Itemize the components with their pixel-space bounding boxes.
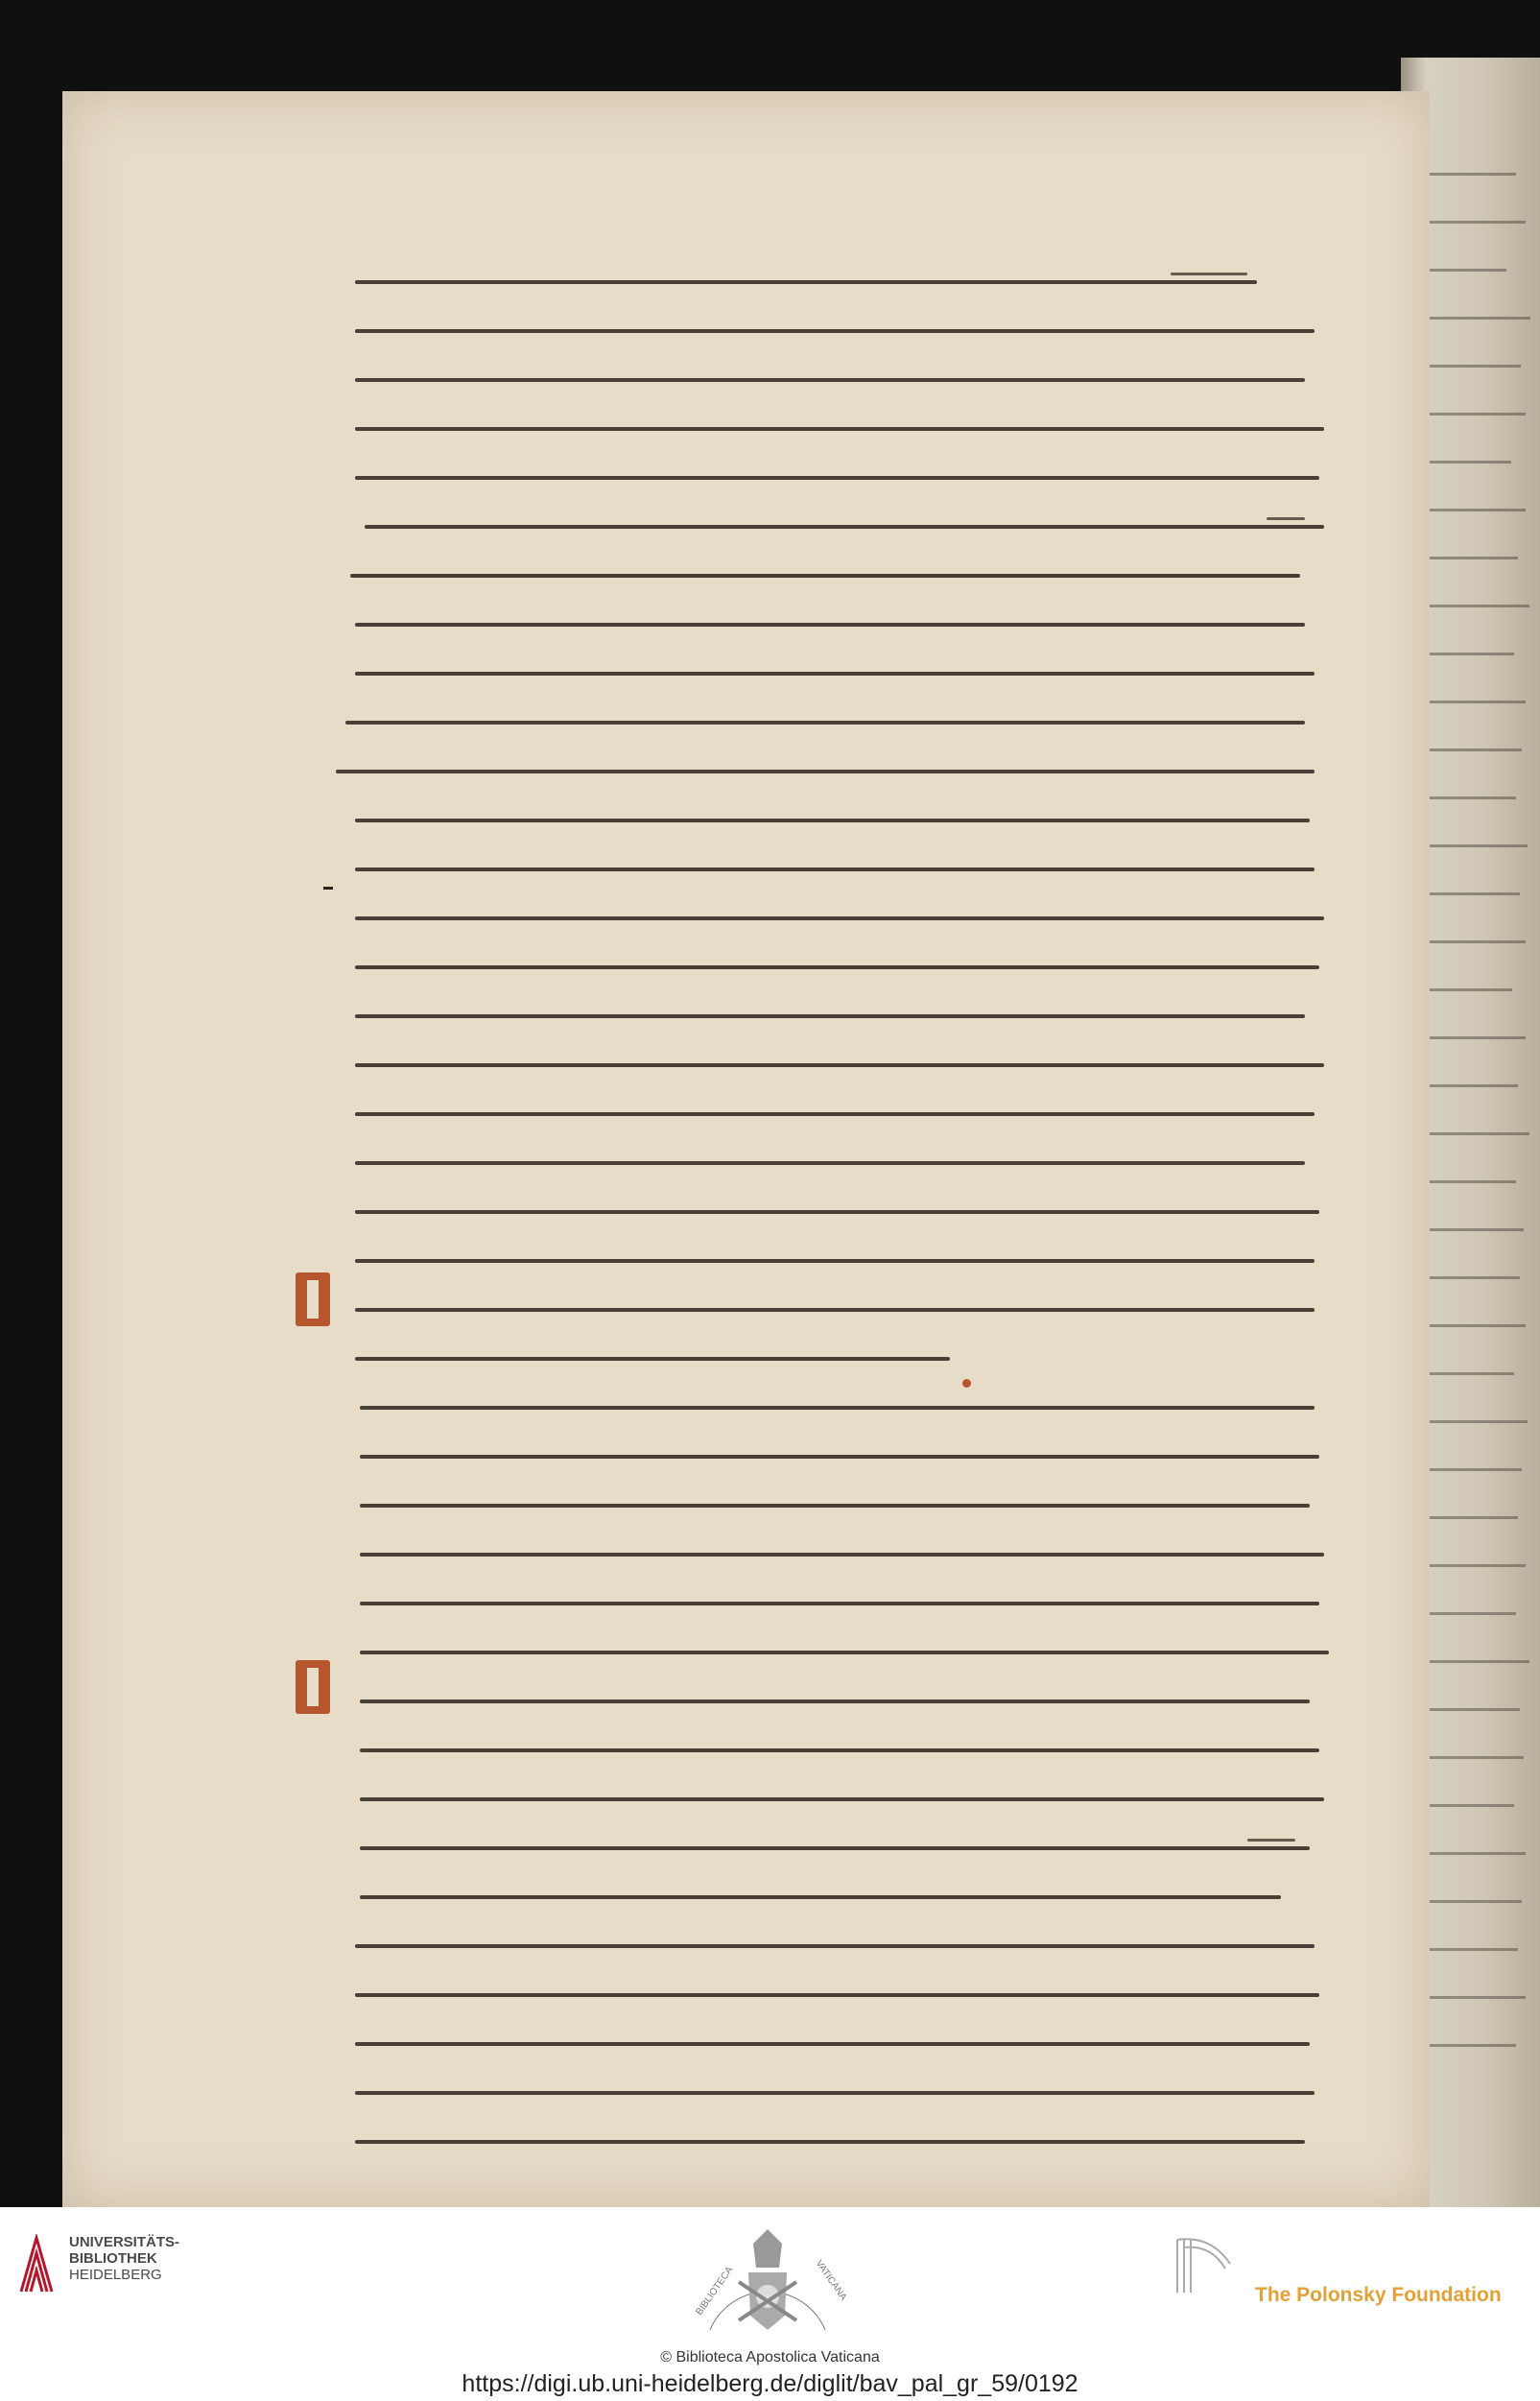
text-line (326, 1140, 1305, 1188)
greek-handwritten-text (326, 259, 1305, 2168)
vatican-library-seal-icon (672, 2224, 864, 2349)
text-line (326, 1532, 1305, 1580)
university-library-logo-icon (17, 2234, 56, 2295)
text-line (326, 406, 1305, 454)
text-line (326, 455, 1305, 503)
svg-text:BIBLIOTECA: BIBLIOTECA (694, 2265, 736, 2318)
text-line (326, 651, 1305, 699)
text-line (326, 553, 1305, 601)
rubricated-initial (296, 1272, 330, 1326)
text-line (326, 1874, 1305, 1922)
text-line (326, 308, 1305, 356)
text-line (326, 1189, 1305, 1237)
text-line (326, 1434, 1305, 1482)
text-line (326, 749, 1305, 796)
text-line (326, 700, 1305, 748)
text-line (326, 1483, 1305, 1531)
footer (0, 2207, 1540, 2401)
library-line-1: UNIVERSITÄTS- (69, 2234, 180, 2250)
polonsky-foundation-logo-icon (1173, 2230, 1240, 2297)
text-line (326, 2119, 1305, 2167)
university-library-name (69, 2234, 223, 2283)
text-line (326, 1727, 1305, 1775)
text-line (326, 1972, 1305, 2020)
text-line (326, 2021, 1305, 2069)
text-line (326, 1776, 1305, 1824)
bav-credit: © Biblioteca Apostolica Vaticana (660, 2349, 880, 2365)
text-line (326, 1581, 1305, 1628)
text-line (326, 2070, 1305, 2118)
text-line (326, 1336, 1305, 1384)
text-line (326, 1923, 1305, 1971)
library-line-2: BIBLIOTHEK (69, 2250, 157, 2267)
text-line (326, 944, 1305, 992)
text-line (326, 602, 1305, 650)
text-line (326, 846, 1305, 894)
text-line (326, 1678, 1305, 1726)
rubricated-initial (296, 1660, 330, 1714)
svg-text:VATICANA: VATICANA (813, 2258, 849, 2303)
text-line (326, 993, 1305, 1041)
text-line (326, 1042, 1305, 1090)
text-line (326, 895, 1305, 943)
text-line (326, 1091, 1305, 1139)
text-line (326, 797, 1305, 845)
library-line-3: HEIDELBERG (69, 2267, 162, 2283)
text-line (326, 1825, 1305, 1873)
polonsky-foundation-name: The Polonsky Foundation (1255, 2284, 1502, 2306)
text-line (326, 1629, 1305, 1677)
text-line (326, 1385, 1305, 1433)
text-line (326, 504, 1305, 552)
text-line (326, 1238, 1305, 1286)
rubric-dot (962, 1379, 971, 1388)
text-line (326, 1287, 1305, 1335)
text-line (326, 357, 1305, 405)
source-url[interactable]: https://digi.ub.uni-heidelberg.de/diglit/bav_pal_gr_59/0192 (462, 2370, 1078, 2397)
margin-mark (323, 887, 333, 890)
text-line (326, 259, 1305, 307)
